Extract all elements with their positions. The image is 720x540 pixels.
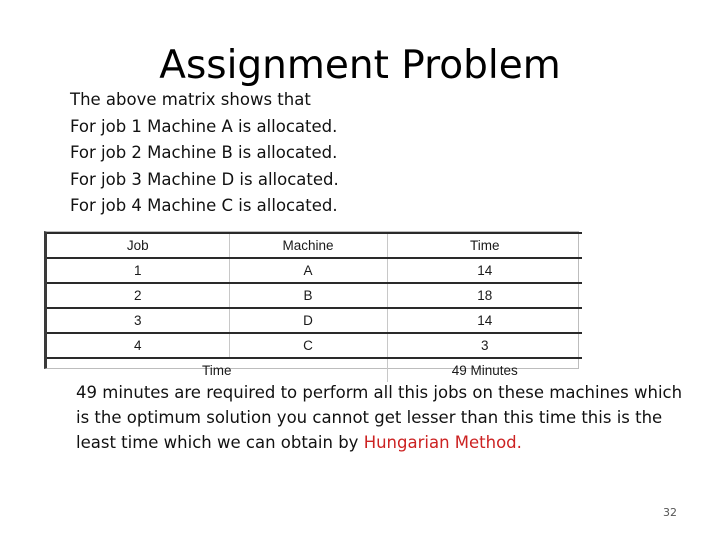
conclusion-line: is the optimum solution you cannot get lesser than this time this is the (76, 408, 663, 427)
header-time: Time (387, 233, 582, 258)
table-row (47, 258, 582, 283)
cell-time: 3 (387, 333, 582, 358)
table-row (47, 333, 582, 358)
cell-job: 3 (47, 308, 229, 333)
cell-job: 4 (47, 333, 229, 358)
cell-machine: A (229, 258, 387, 283)
header-machine: Machine (229, 233, 387, 258)
table-total-row (47, 358, 582, 382)
conclusion-line (76, 430, 686, 455)
cell-job: 2 (47, 283, 229, 308)
table-row (47, 308, 582, 333)
header-job: Job (47, 233, 229, 258)
hungarian-method-highlight: Hungarian Method. (363, 433, 522, 452)
intro-line: For job 2 Machine B is allocated. (70, 143, 338, 162)
cell-job: 1 (47, 258, 229, 283)
cell-machine: C (229, 333, 387, 358)
conclusion-line: 49 minutes are required to perform all this jobs on these machines which (76, 383, 683, 402)
conclusion-text (76, 380, 686, 455)
cell-time: 14 (387, 258, 582, 283)
cell-machine: B (229, 283, 387, 308)
table-row (47, 283, 582, 308)
assignment-table-grid (47, 232, 582, 382)
intro-line: For job 4 Machine C is allocated. (70, 196, 338, 215)
cell-time: 18 (387, 283, 582, 308)
intro-line: The above matrix shows that (70, 90, 311, 109)
page-number: 32 (663, 506, 677, 519)
conclusion-line-text: least time which we can obtain by (76, 433, 364, 452)
table-header-row (47, 233, 582, 258)
slide-title: Assignment Problem (159, 43, 561, 88)
intro-line: For job 1 Machine A is allocated. (70, 116, 338, 136)
cell-time: 14 (387, 308, 582, 333)
intro-line: For job 3 Machine D is allocated. (70, 169, 339, 189)
intro-text (70, 87, 490, 220)
total-value: 49 Minutes (387, 358, 582, 382)
assignment-table (44, 231, 579, 378)
total-label: Time (47, 358, 387, 382)
cell-machine: D (229, 308, 387, 333)
